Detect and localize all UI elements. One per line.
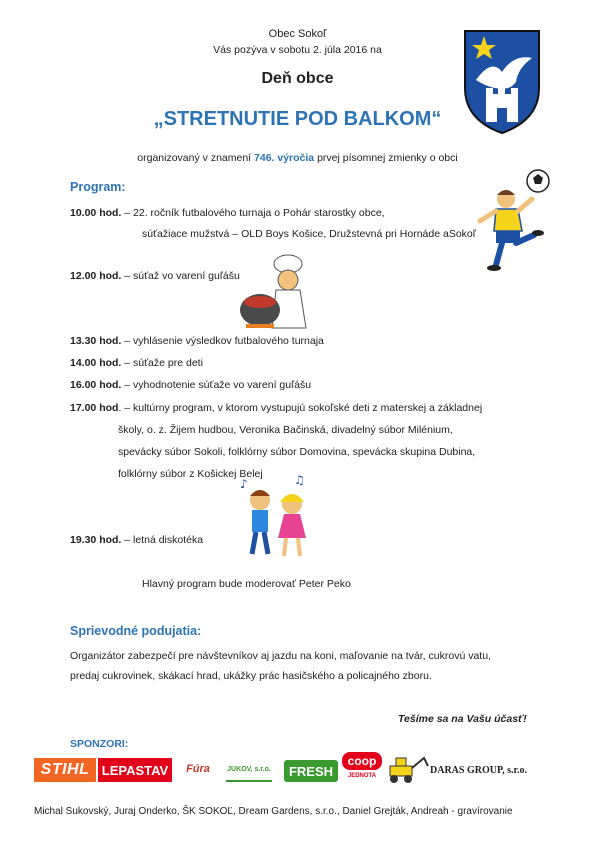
event-motto: „STRETNUTIE POD BALKOM“ [153,108,442,130]
municipality-name: Obec Sokoľ [268,28,327,40]
stihl-logo: STIHL [34,758,96,782]
program-item: súťažiace mužstvá – OLD Boys Košice, Družstevná pri Hornáde aSokoľ [142,228,476,240]
program-item: 10.00 hod. – 22. ročník futbalového turnaja o Pohár starostky obce, [70,207,385,219]
daras-group-logo: DARAS GROUP, s.r.o. [430,765,528,776]
fura-logo: Fúra [186,763,210,775]
sponsors-footer: Michal Sukovský, Juraj Onderko, ŠK SOKOĽ, Dream Gardens, s.r.o., Daniel Grejták, Andreah - gravírovanie [34,806,513,817]
program-item: 13.30 hod. – vyhlásenie výsledkov futbalového turnaja [70,335,324,347]
jukov-logo: JUKOV, s.r.o. [226,758,272,782]
coop-logo: coop [342,752,382,770]
program-item: 16.00 hod. – vyhodnotenie súťaže vo varení guľášu [70,379,312,391]
svg-text:♪: ♪ [240,477,248,491]
sponsors-heading: SPONZORI: [70,738,129,750]
closing-line: Tešíme sa na Vašu účasť! [398,713,527,725]
program-item: školy, o. z. Žijem hudbou, Veronika Bačinská, divadelný súbor Milénium, [118,424,453,436]
dancing-kids-icon [236,474,316,564]
fresh-logo: FRESH [284,760,338,782]
program-item: 17.00 hod. – kultúrny program, v ktorom vystupujú sokoľské deti z materskej a základnej [70,402,483,414]
lepastav-logo: LEPASTAV [98,758,172,782]
side-events-text: Organizátor zabezpečí pre návštevníkov aj jazdu na koni, maľovanie na tvár, cukrovú vatu, [70,650,491,662]
moderator-line: Hlavný program bude moderovať Peter Peko [142,578,351,590]
svg-text:♫: ♫ [294,474,305,487]
excavator-icon [384,752,430,784]
event-title: Deň obce [261,70,334,87]
invitation-line: Vás pozýva v sobotu 2. júla 2016 na [213,44,382,56]
program-item: folklórny súbor z Košickej Belej [118,468,263,480]
cook-icon [236,252,318,332]
jednota-label: JEDNOTA [347,773,377,779]
program-item: spevácky súbor Sokoli, folklórny súbor Domovina, spevácka skupina Dubina, [118,446,476,458]
program-heading: Program: [70,180,126,194]
program-item: 12.00 hod. – súťaž vo varení guľášu [70,270,240,282]
organized-line: organizovaný v znamení 746. výročia prvej písomnej zmienky o obci [137,152,458,164]
side-events-heading: Sprievodné podujatia: [70,624,202,638]
side-events-text: predaj cukrovinek, skákací hrad, ukážky prác hasičského a policajného zboru. [70,670,432,682]
coat-of-arms-icon [462,28,542,136]
program-item: 19.30 hod. – letná diskotéka [70,534,204,546]
football-player-icon [466,165,556,275]
program-item: 14.00 hod. – súťaže pre deti [70,357,203,369]
